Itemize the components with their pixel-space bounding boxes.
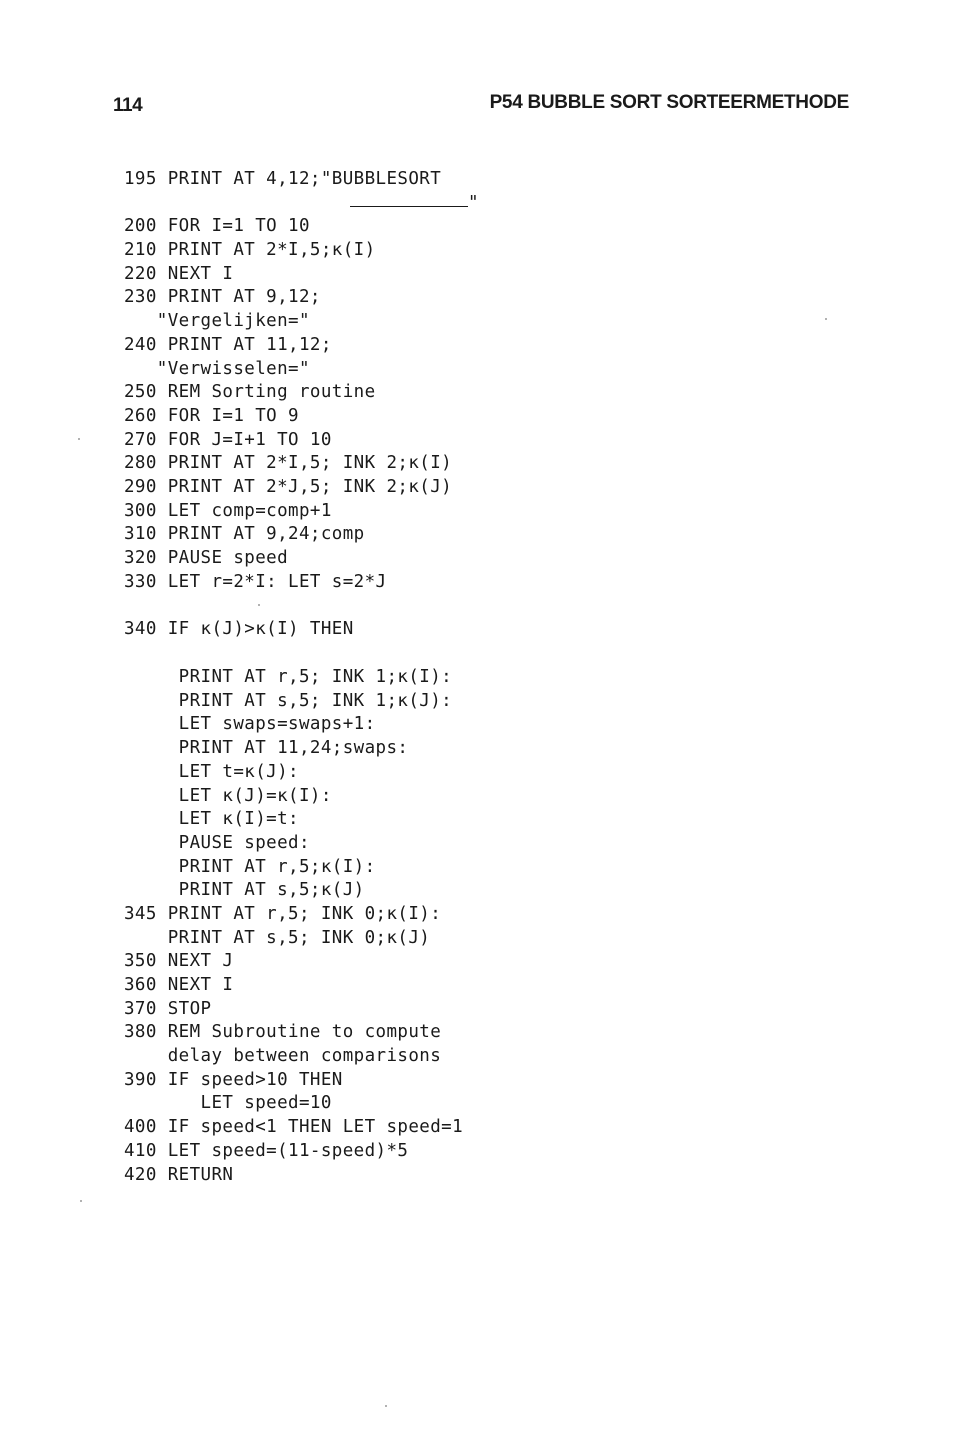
scan-speck	[385, 1405, 387, 1407]
code-line-270: 270 FOR J=I+1 TO 10	[124, 429, 332, 450]
code-line-210: 210 PRINT AT 2*I,5;κ(I)	[124, 240, 376, 261]
code-line-280: 280 PRINT AT 2*I,5; INK 2;κ(I)	[124, 453, 453, 474]
code-line-340-cont-9: PRINT AT r,5;κ(I):	[124, 856, 376, 877]
code-line-195-underline	[124, 192, 479, 216]
code-line-340-cont-7: LET κ(I)=t:	[124, 809, 299, 830]
code-listing	[124, 168, 479, 1187]
code-line-370: 370 STOP	[124, 998, 212, 1019]
code-line-260: 260 FOR I=1 TO 9	[124, 405, 299, 426]
code-line-350: 350 NEXT J	[124, 951, 234, 972]
code-line-230-cont: "Vergelijken="	[124, 311, 310, 332]
code-line-340-cont-6: LET κ(J)=κ(I):	[124, 785, 332, 806]
code-line-220: 220 NEXT I	[124, 263, 234, 284]
page-number: 114	[113, 95, 143, 116]
code-line-340-cont-4: PRINT AT 11,24;swaps:	[124, 738, 409, 759]
closing-quote: "	[468, 192, 479, 213]
code-line-410: 410 LET speed=(11-speed)*5	[124, 1140, 409, 1161]
code-line-400: 400 IF speed<1 THEN LET speed=1	[124, 1117, 464, 1138]
code-line-290: 290 PRINT AT 2*J,5; INK 2;κ(J)	[124, 476, 453, 497]
code-line-240-cont: "Verwisselen="	[124, 358, 310, 379]
code-line-390: 390 IF speed>10 THEN	[124, 1069, 343, 1090]
scan-speck	[825, 318, 827, 320]
code-line-200: 200 FOR I=1 TO 10	[124, 216, 310, 237]
code-line-420: 420 RETURN	[124, 1164, 234, 1185]
scan-speck	[78, 438, 80, 440]
code-line-345-cont: PRINT AT s,5; INK 0;κ(J)	[124, 927, 431, 948]
code-line-250: 250 REM Sorting routine	[124, 382, 376, 403]
code-line-390-cont: LET speed=10	[124, 1093, 332, 1114]
code-line-240: 240 PRINT AT 11,12;	[124, 334, 332, 355]
code-line-195: 195 PRINT AT 4,12;"BUBBLESORT	[124, 169, 442, 189]
code-line-340: 340 IF κ(J)>κ(I) THEN	[124, 619, 354, 640]
code-line-330: 330 LET r=2*I: LET s=2*J	[124, 571, 387, 592]
code-line-340-cont-3: LET swaps=swaps+1:	[124, 714, 376, 735]
scan-speck	[258, 604, 260, 606]
underline-rule	[350, 192, 468, 207]
code-line-340-cont-2: PRINT AT s,5; INK 1;κ(J):	[124, 690, 453, 711]
scan-speck	[80, 1200, 82, 1202]
code-line-380-cont: delay between comparisons	[124, 1046, 442, 1067]
code-line-230: 230 PRINT AT 9,12;	[124, 287, 321, 308]
code-line-340-cont-1: PRINT AT r,5; INK 1;κ(I):	[124, 667, 453, 688]
code-line-300: 300 LET comp=comp+1	[124, 500, 332, 521]
code-line-320: 320 PAUSE speed	[124, 548, 289, 568]
page-header-title: P54 BUBBLE SORT SORTEERMETHODE	[489, 92, 849, 113]
code-line-360: 360 NEXT I	[124, 975, 234, 995]
code-line-345: 345 PRINT AT r,5; INK 0;κ(I):	[124, 903, 442, 924]
code-line-340-cont-5: LET t=κ(J):	[124, 761, 299, 782]
code-line-340-cont-8: PAUSE speed:	[124, 832, 310, 853]
code-line-340-cont-10: PRINT AT s,5;κ(J)	[124, 880, 365, 901]
code-line-310: 310 PRINT AT 9,24;comp	[124, 524, 365, 545]
code-line-380: 380 REM Subroutine to compute	[124, 1022, 442, 1043]
